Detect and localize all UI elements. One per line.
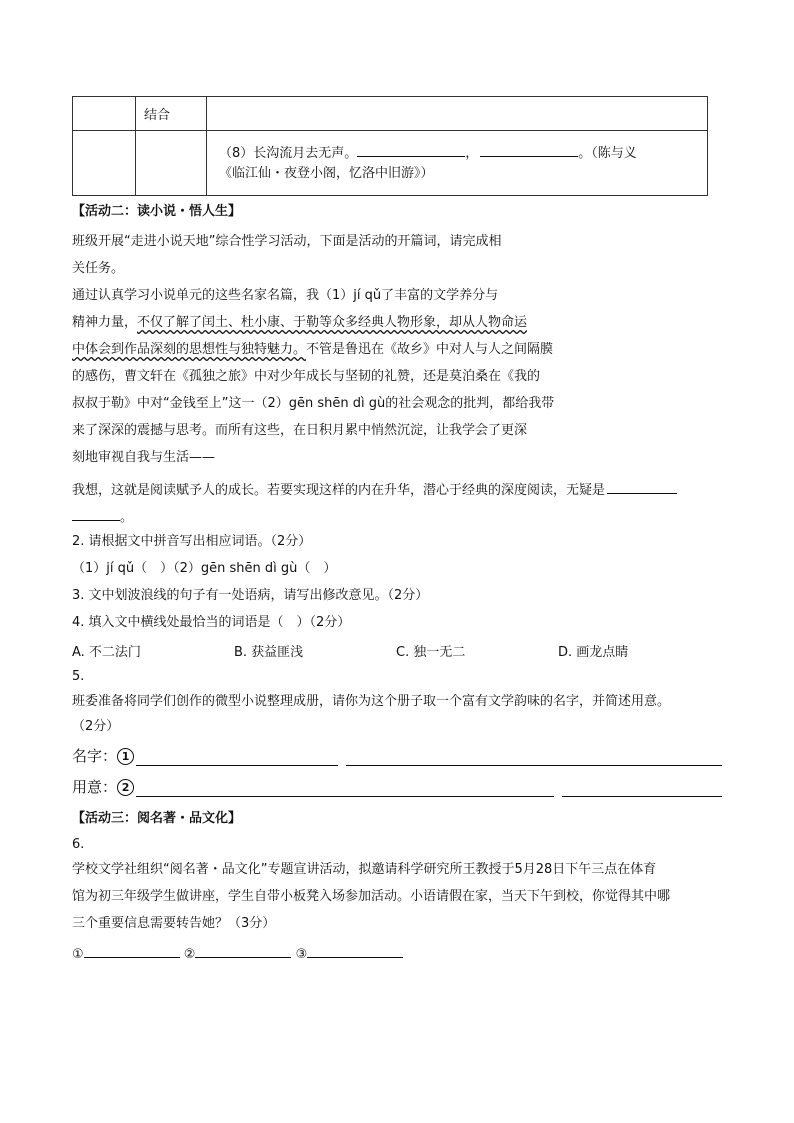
- meaning-row: [72, 778, 134, 796]
- passage-text: 我想，这就是阅读赋予人的成长。若要实现这样的内在升华，潜心于经典的深度阅读，无疑是: [72, 483, 606, 498]
- answer-blank[interactable]: [84, 943, 180, 958]
- option-c[interactable]: C. 独一无二: [396, 645, 466, 660]
- question-5: 班委准备将同学们创作的微型小说整理成册，请你为这个册子取一个富有文学韵味的名字，并简述用意。: [72, 694, 671, 709]
- fill-blank[interactable]: [72, 506, 120, 521]
- table-row: [73, 131, 708, 196]
- table-cell-poem: [207, 131, 708, 196]
- passage-line: 刻地审视自我与生活——: [72, 450, 216, 465]
- answer-row: [72, 943, 403, 964]
- name-answer-line[interactable]: [346, 764, 722, 766]
- passage-line: [72, 479, 677, 500]
- punctuation: ，: [465, 146, 479, 161]
- intro-text: 关任务。: [72, 261, 125, 276]
- passage-text: 精神力量，: [72, 315, 138, 330]
- answer-mark: ②: [183, 947, 196, 962]
- name-row: [72, 747, 134, 765]
- option-d[interactable]: D. 画龙点睛: [558, 645, 629, 660]
- poetry-table: [72, 96, 708, 196]
- poem-line: （8）长沟流月去无声。: [219, 146, 358, 161]
- poem-source-title: 《临江仙・夜登小阁，忆洛中旧游》）: [219, 166, 434, 181]
- question-5-number: 5.: [72, 669, 85, 684]
- passage-text: 不管是鲁迅在《故乡》中对人与人之间隔膜: [306, 342, 554, 357]
- table-cell: [136, 131, 207, 196]
- fill-blank[interactable]: [480, 142, 578, 157]
- table-cell: [73, 131, 136, 196]
- question-6: 学校文学社组织“阅名著・品文化”专题宣讲活动，拟邀请科学研究所王教授于5月28日下午三点在体育: [72, 862, 657, 877]
- passage-line: 叔叔于勒》中对“金钱至上”这一（2）gēn shēn dì gù的社会观念的批判，都给我带: [72, 396, 555, 411]
- question-2-sub: （1）jí qǔ（ ）（2）gēn shēn dì gù（ ）: [72, 561, 337, 576]
- passage-line: [72, 341, 553, 359]
- punctuation: 。: [120, 510, 134, 525]
- wavy-underlined-sentence: 不仅了解了闰土、杜小康、于勒等众多经典人物形象，却从人物命运: [137, 315, 528, 330]
- intro-text: 班级开展“走进小说天地”综合性学习活动，下面是活动的开篇词，请完成相: [72, 234, 502, 249]
- table-cell: [73, 97, 136, 131]
- poem-source: 。（陈与义: [578, 146, 637, 161]
- fill-blank[interactable]: [607, 479, 677, 494]
- question-3: 3. 文中划波浪线的句子有一处语病，请写出修改意见。（2分）: [72, 588, 429, 603]
- meaning-label: 用意：: [72, 778, 118, 796]
- name-answer-line[interactable]: [136, 764, 338, 766]
- answer-mark: ①: [72, 947, 84, 962]
- passage-line: 来了深深的震撼与思考。而所有这些，在日积月累中悄然沉淀，让我学会了更深: [72, 423, 528, 438]
- question-6: 馆为初三年级学生做讲座，学生自带小板凳入场参加活动。小语请假在家，当天下午到校，你觉得其中哪: [72, 889, 671, 904]
- question-2: 2. 请根据文中拼音写出相应词语。（2分）: [72, 534, 312, 549]
- meaning-answer-line[interactable]: [562, 795, 722, 797]
- question-4: 4. 填入文中横线处最恰当的词语是（ ）（2分）: [72, 615, 351, 630]
- option-b[interactable]: B. 获益匪浅: [234, 645, 304, 660]
- fill-blank[interactable]: [357, 142, 465, 157]
- table-cell: [207, 97, 708, 131]
- answer-blank[interactable]: [195, 943, 291, 958]
- passage-line: [72, 506, 133, 527]
- answer-mark: ③: [295, 947, 308, 962]
- table-row: [73, 97, 708, 131]
- circled-number: 2: [117, 779, 134, 796]
- activity2-heading: 【活动二：读小说・悟人生】: [72, 204, 242, 219]
- question-6: 三个重要信息需要转告她？（3分）: [72, 916, 276, 931]
- answer-blank[interactable]: [307, 943, 403, 958]
- passage-line: [72, 314, 527, 332]
- activity3-heading: 【活动三：阅名著・品文化】: [72, 811, 242, 826]
- name-label: 名字：: [72, 747, 118, 765]
- passage-line: 的感伤，曹文轩在《孤独之旅》中对少年成长与坚韧的礼赞，还是莫泊桑在《我的: [72, 369, 541, 384]
- question-5-score: （2分）: [72, 719, 120, 734]
- circled-number: 1: [117, 748, 134, 765]
- table-cell-label: 结合: [136, 97, 207, 131]
- option-a[interactable]: A. 不二法门: [72, 645, 141, 660]
- passage-line: 通过认真学习小说单元的这些名家名篇，我（1）jí qǔ了丰富的文学养分与: [72, 288, 499, 303]
- question-6-number: 6.: [72, 837, 85, 852]
- wavy-underlined-sentence: 中体会到作品深刻的思想性与独特魅力。: [72, 342, 307, 357]
- meaning-answer-line[interactable]: [136, 795, 554, 797]
